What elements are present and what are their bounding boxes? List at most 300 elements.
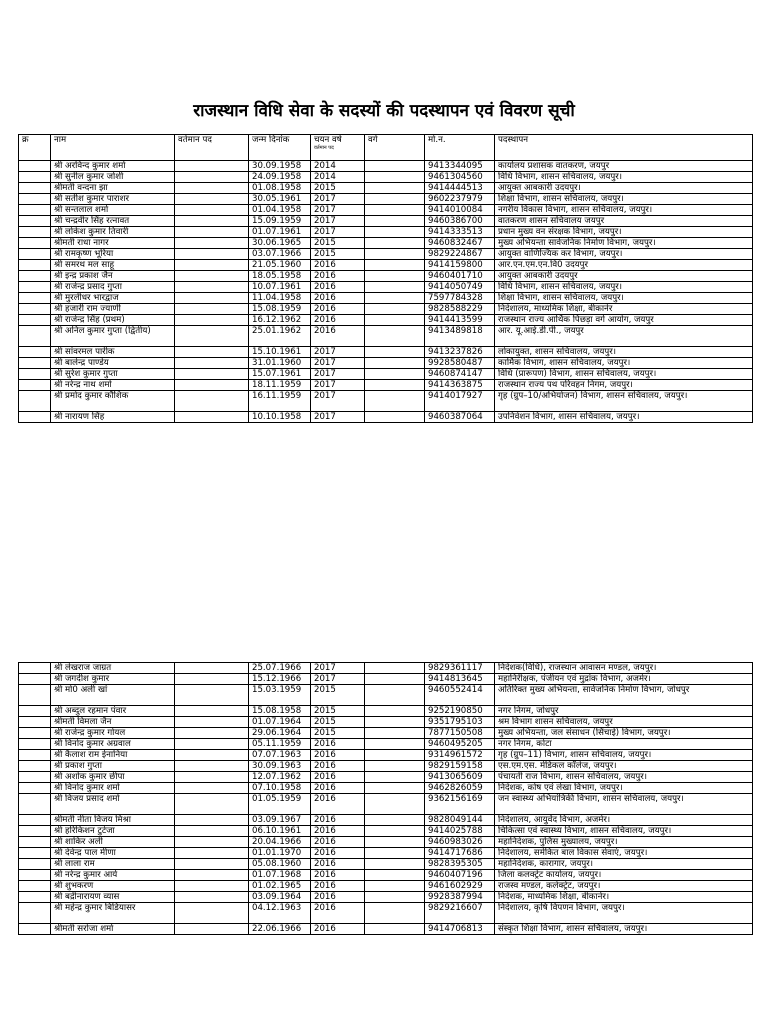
- table-row: [19, 369, 753, 380]
- cell-sno: [19, 412, 51, 423]
- cell-sno: [19, 205, 51, 216]
- cell-selection-year: 2014: [311, 172, 365, 183]
- cell-sno: [19, 826, 51, 837]
- cell-posting: एस.एम.एस. मेडिकल कॉलेज, जयपुर।: [495, 761, 753, 772]
- cell-category: [365, 924, 425, 935]
- cell-mobile: 9829361117: [425, 663, 495, 674]
- cell-mobile: 9460832467: [425, 238, 495, 249]
- table-row: [19, 826, 753, 837]
- cell-dob: 04.12.1963: [249, 903, 311, 924]
- cell-category: [365, 881, 425, 892]
- cell-dob: 05.08.1960: [249, 859, 311, 870]
- cell-selection-year: 2016: [311, 304, 365, 315]
- cell-name: श्री इन्द्र प्रकाश जैन: [51, 271, 175, 282]
- cell-posting: गृह (ग्रुप–10/अभियोजन) विभाग, शासन सचिवालय, जयपुर।: [495, 391, 753, 412]
- cell-category: [365, 761, 425, 772]
- cell-selection-year: 2017: [311, 663, 365, 674]
- cell-dob: 18.05.1958: [249, 271, 311, 282]
- cell-dob: 15.10.1961: [249, 347, 311, 358]
- cell-dob: 25.07.1966: [249, 663, 311, 674]
- cell-posting: आयुक्त आबकारी उदयपुर।: [495, 183, 753, 194]
- cell-category: [365, 172, 425, 183]
- cell-mobile: 9828049144: [425, 815, 495, 826]
- header-name: नाम: [51, 135, 175, 161]
- table-header-row: [19, 135, 753, 161]
- cell-dob: 01.04.1958: [249, 205, 311, 216]
- cell-dob: 01.02.1965: [249, 881, 311, 892]
- cell-sno: [19, 391, 51, 412]
- cell-mobile: 9414010084: [425, 205, 495, 216]
- cell-current-post: [175, 750, 249, 761]
- cell-posting: कार्मिक विभाग, शासन सचिवालय, जयपुर।: [495, 358, 753, 369]
- cell-current-post: [175, 761, 249, 772]
- cell-selection-year: 2015: [311, 717, 365, 728]
- cell-dob: 16.12.1962: [249, 315, 311, 326]
- cell-dob: 30.09.1963: [249, 761, 311, 772]
- cell-dob: 16.11.1959: [249, 391, 311, 412]
- header-posting: पदस्थापन: [495, 135, 753, 161]
- cell-posting: आर. यू.आई.डी.पी., जयपुर: [495, 326, 753, 347]
- cell-selection-year: 2016: [311, 892, 365, 903]
- cell-posting: आयुक्त वाणिज्यिक कर विभाग, जयपुर।: [495, 249, 753, 260]
- cell-dob: 22.06.1966: [249, 924, 311, 935]
- cell-dob: 01.01.1970: [249, 848, 311, 859]
- cell-posting: अतिरिक्त मुख्य अभियन्ता, सार्वजनिक निर्माण विभाग, जोधपुर: [495, 685, 753, 706]
- cell-category: [365, 260, 425, 271]
- cell-posting: निदेशालय, कृषि विपणन विभाग, जयपुर।: [495, 903, 753, 924]
- cell-category: [365, 826, 425, 837]
- cell-posting: जिला कलक्ट्रेट कार्यालय, जयपुर।: [495, 870, 753, 881]
- cell-mobile: 9414025788: [425, 826, 495, 837]
- cell-current-post: [175, 315, 249, 326]
- cell-selection-year: 2016: [311, 859, 365, 870]
- table-row: [19, 282, 753, 293]
- cell-posting: शिक्षा विभाग, शासन सचिवालय, जयपुर।: [495, 293, 753, 304]
- cell-dob: 07.10.1958: [249, 783, 311, 794]
- cell-posting: प्रधान मुख्य वन संरक्षक विभाग, जयपुर।: [495, 227, 753, 238]
- cell-category: [365, 282, 425, 293]
- cell-posting: राजस्व मण्डल, कलेक्ट्रेट, जयपुर।: [495, 881, 753, 892]
- cell-category: [365, 249, 425, 260]
- table-row: [19, 161, 753, 172]
- cell-sno: [19, 706, 51, 717]
- cell-sno: [19, 271, 51, 282]
- table-row: [19, 924, 753, 935]
- cell-category: [365, 892, 425, 903]
- cell-name: श्री हरिकिशन टुटेजा: [51, 826, 175, 837]
- cell-name: श्री शुभकरण: [51, 881, 175, 892]
- cell-selection-year: 2016: [311, 293, 365, 304]
- table-row: [19, 837, 753, 848]
- cell-current-post: [175, 837, 249, 848]
- cell-mobile: 9414333513: [425, 227, 495, 238]
- cell-selection-year: 2017: [311, 380, 365, 391]
- cell-mobile: 9460495205: [425, 739, 495, 750]
- cell-selection-year: 2017: [311, 412, 365, 423]
- cell-sno: [19, 161, 51, 172]
- cell-category: [365, 358, 425, 369]
- cell-current-post: [175, 380, 249, 391]
- cell-selection-year: 2015: [311, 685, 365, 706]
- cell-selection-year: 2016: [311, 783, 365, 794]
- cell-posting: आर.एन.एम.एन.वि0 उदयपुर: [495, 260, 753, 271]
- cell-selection-year: 2016: [311, 739, 365, 750]
- cell-mobile: 9828588229: [425, 304, 495, 315]
- cell-dob: 15.07.1961: [249, 369, 311, 380]
- cell-selection-year: 2016: [311, 903, 365, 924]
- cell-category: [365, 380, 425, 391]
- cell-sno: [19, 172, 51, 183]
- cell-current-post: [175, 859, 249, 870]
- cell-current-post: [175, 881, 249, 892]
- cell-mobile: 9362156169: [425, 794, 495, 815]
- header-mobile: मो.न.: [425, 135, 495, 161]
- table-row: [19, 870, 753, 881]
- cell-name: श्री सतीश कुमार पाराशर: [51, 194, 175, 205]
- cell-current-post: [175, 205, 249, 216]
- cell-dob: 20.04.1966: [249, 837, 311, 848]
- cell-sno: [19, 783, 51, 794]
- cell-category: [365, 304, 425, 315]
- cell-name: श्री अरविन्द कुमार शर्मा: [51, 161, 175, 172]
- cell-selection-year: 2017: [311, 674, 365, 685]
- table-row: [19, 238, 753, 249]
- table-row: [19, 674, 753, 685]
- cell-posting: मुख्य अभियन्ता सार्वजनिक निर्माण विभाग, जयपुर।: [495, 238, 753, 249]
- header-sno: क्र: [19, 135, 51, 161]
- cell-name: श्री देवेन्द्र पाल मीणा: [51, 848, 175, 859]
- cell-mobile: 9460401710: [425, 271, 495, 282]
- cell-selection-year: 2016: [311, 271, 365, 282]
- cell-name: श्री राजेन्द्र प्रसाद गुप्ता: [51, 282, 175, 293]
- cell-selection-year: 2016: [311, 924, 365, 935]
- cell-posting: निदेशालय, समेकित बाल विकास सेवाएं, जयपुर।: [495, 848, 753, 859]
- cell-mobile: 9252190850: [425, 706, 495, 717]
- cell-category: [365, 739, 425, 750]
- cell-category: [365, 815, 425, 826]
- cell-posting: कार्यालय प्रशासक वातकरण, जयपुर: [495, 161, 753, 172]
- cell-dob: 15.03.1959: [249, 685, 311, 706]
- cell-posting: उपनिवेशन विभाग, शासन सचिवालय, जयपुर।: [495, 412, 753, 423]
- cell-current-post: [175, 870, 249, 881]
- officers-table-top: [18, 134, 753, 423]
- cell-mobile: 9314961572: [425, 750, 495, 761]
- cell-dob: 06.10.1961: [249, 826, 311, 837]
- cell-mobile: 9414363875: [425, 380, 495, 391]
- table-row: [19, 380, 753, 391]
- cell-sno: [19, 903, 51, 924]
- cell-mobile: 9460983026: [425, 837, 495, 848]
- cell-current-post: [175, 685, 249, 706]
- cell-current-post: [175, 739, 249, 750]
- cell-dob: 07.07.1963: [249, 750, 311, 761]
- cell-mobile: 9829159158: [425, 761, 495, 772]
- cell-sno: [19, 282, 51, 293]
- table-row: [19, 172, 753, 183]
- cell-posting: श्रम विभाग शासन सचिवालय, जयपुर: [495, 717, 753, 728]
- cell-dob: 15.08.1959: [249, 304, 311, 315]
- cell-category: [365, 183, 425, 194]
- cell-current-post: [175, 358, 249, 369]
- table-row: [19, 717, 753, 728]
- cell-mobile: 9351795103: [425, 717, 495, 728]
- cell-dob: 01.07.1968: [249, 870, 311, 881]
- header-selection-year-label: चयन वर्ष: [314, 135, 342, 145]
- cell-mobile: 7877150508: [425, 728, 495, 739]
- cell-sno: [19, 304, 51, 315]
- cell-category: [365, 227, 425, 238]
- table-row: [19, 815, 753, 826]
- cell-selection-year: 2016: [311, 881, 365, 892]
- cell-category: [365, 794, 425, 815]
- cell-name: श्रीमती वन्दना झा: [51, 183, 175, 194]
- table-row: [19, 772, 753, 783]
- cell-current-post: [175, 391, 249, 412]
- cell-mobile: 9414050749: [425, 282, 495, 293]
- cell-mobile: 9414017927: [425, 391, 495, 412]
- cell-sno: [19, 260, 51, 271]
- cell-current-post: [175, 663, 249, 674]
- cell-name: श्री कैलाश राम ईनानिया: [51, 750, 175, 761]
- cell-current-post: [175, 903, 249, 924]
- cell-sno: [19, 293, 51, 304]
- page-title: राजस्थान विधि सेवा के सदस्यों की पदस्थापन एवं विवरण सूची: [193, 101, 575, 121]
- cell-mobile: 9413237826: [425, 347, 495, 358]
- cell-name: श्री अनिल कुमार गुप्ता (द्वितीय): [51, 326, 175, 347]
- cell-sno: [19, 772, 51, 783]
- cell-name: श्री अब्दुल रहमान पंवार: [51, 706, 175, 717]
- table-row: [19, 271, 753, 282]
- cell-category: [365, 293, 425, 304]
- officers-table-bottom: [18, 662, 753, 935]
- cell-name: श्री प्रकाश गुप्ता: [51, 761, 175, 772]
- table-row: [19, 859, 753, 870]
- cell-dob: 01.07.1961: [249, 227, 311, 238]
- cell-posting: विधि विभाग, शासन सचिवालय, जयपुर।: [495, 172, 753, 183]
- cell-posting: नगर निगम, जोधपुर: [495, 706, 753, 717]
- cell-dob: 15.12.1966: [249, 674, 311, 685]
- cell-dob: 03.09.1967: [249, 815, 311, 826]
- cell-dob: 03.09.1964: [249, 892, 311, 903]
- cell-sno: [19, 794, 51, 815]
- cell-current-post: [175, 412, 249, 423]
- cell-current-post: [175, 783, 249, 794]
- cell-dob: 11.04.1958: [249, 293, 311, 304]
- cell-current-post: [175, 282, 249, 293]
- cell-category: [365, 685, 425, 706]
- cell-posting: महानिदेशक, पुलिस मुख्यालय, जयपुर।: [495, 837, 753, 848]
- header-selection-year: [311, 135, 365, 161]
- cell-category: [365, 674, 425, 685]
- cell-selection-year: 2016: [311, 326, 365, 347]
- cell-mobile: 9602237979: [425, 194, 495, 205]
- cell-category: [365, 728, 425, 739]
- cell-selection-year: 2017: [311, 216, 365, 227]
- table-row: [19, 783, 753, 794]
- cell-current-post: [175, 216, 249, 227]
- cell-mobile: 9414413599: [425, 315, 495, 326]
- cell-name: श्री विजय प्रसाद शर्मा: [51, 794, 175, 815]
- cell-mobile: 9928580487: [425, 358, 495, 369]
- cell-name: श्री सांवरमल पारीक: [51, 347, 175, 358]
- table-row: [19, 685, 753, 706]
- cell-sno: [19, 358, 51, 369]
- table-row: [19, 326, 753, 347]
- cell-current-post: [175, 293, 249, 304]
- cell-category: [365, 870, 425, 881]
- cell-mobile: 9414159800: [425, 260, 495, 271]
- cell-dob: 01.05.1959: [249, 794, 311, 815]
- cell-sno: [19, 674, 51, 685]
- table-row: [19, 739, 753, 750]
- cell-category: [365, 903, 425, 924]
- cell-selection-year: 2016: [311, 761, 365, 772]
- cell-dob: 10.10.1958: [249, 412, 311, 423]
- header-dob: जन्म दिनांक: [249, 135, 311, 161]
- cell-category: [365, 161, 425, 172]
- cell-posting: लोकायुक्त, शासन सचिवालय, जयपुर।: [495, 347, 753, 358]
- cell-selection-year: 2016: [311, 826, 365, 837]
- cell-selection-year: 2016: [311, 750, 365, 761]
- cell-name: श्री शाकिर अली: [51, 837, 175, 848]
- cell-sno: [19, 380, 51, 391]
- cell-current-post: [175, 172, 249, 183]
- cell-sno: [19, 717, 51, 728]
- cell-selection-year: 2016: [311, 315, 365, 326]
- cell-selection-year: 2016: [311, 794, 365, 815]
- table-row: [19, 227, 753, 238]
- cell-dob: 05.11.1959: [249, 739, 311, 750]
- cell-category: [365, 391, 425, 412]
- cell-posting: चिकित्सा एवं स्वास्थ्य विभाग, शासन सचिवालय, जयपुर।: [495, 826, 753, 837]
- cell-name: श्री राजेन्द्र सिंह (प्रथम): [51, 315, 175, 326]
- cell-category: [365, 750, 425, 761]
- cell-sno: [19, 685, 51, 706]
- cell-name: श्री लेखराज जाग्रत: [51, 663, 175, 674]
- cell-mobile: 9462826059: [425, 783, 495, 794]
- cell-selection-year: 2016: [311, 870, 365, 881]
- header-category: वर्ग: [365, 135, 425, 161]
- cell-name: श्रीमती राधा नागर: [51, 238, 175, 249]
- cell-selection-year: 2016: [311, 848, 365, 859]
- table-row: [19, 205, 753, 216]
- cell-dob: 31.01.1960: [249, 358, 311, 369]
- cell-posting: आयुक्त आबकारी उदयपुर: [495, 271, 753, 282]
- table-row: [19, 249, 753, 260]
- table-row: [19, 848, 753, 859]
- cell-mobile: 9460387064: [425, 412, 495, 423]
- cell-mobile: 9928387994: [425, 892, 495, 903]
- cell-sno: [19, 249, 51, 260]
- cell-selection-year: 2015: [311, 249, 365, 260]
- cell-current-post: [175, 706, 249, 717]
- cell-name: श्री हजारी राम ज्याणी: [51, 304, 175, 315]
- table-row: [19, 293, 753, 304]
- table-row: [19, 347, 753, 358]
- cell-category: [365, 369, 425, 380]
- cell-current-post: [175, 772, 249, 783]
- cell-current-post: [175, 260, 249, 271]
- cell-category: [365, 347, 425, 358]
- cell-dob: 25.01.1962: [249, 326, 311, 347]
- cell-selection-year: 2015: [311, 183, 365, 194]
- cell-posting: शिक्षा विभाग, शासन सचिवालय, जयपुर।: [495, 194, 753, 205]
- cell-posting: महानिरीक्षक, पंजीयन एवं मुद्रांक विभाग, अजमेर।: [495, 674, 753, 685]
- cell-posting: मुख्य अभियन्ता, जल संसाधन (सिंचाई) विभाग, जयपुर।: [495, 728, 753, 739]
- cell-category: [365, 238, 425, 249]
- cell-name: श्रीमती विमला जैन: [51, 717, 175, 728]
- cell-sno: [19, 848, 51, 859]
- cell-posting: निदेशक, माध्यमिक शिक्षा, बीकानेर।: [495, 892, 753, 903]
- cell-name: श्री मुरलीधर भारद्वाज: [51, 293, 175, 304]
- cell-selection-year: 2017: [311, 391, 365, 412]
- cell-sno: [19, 227, 51, 238]
- cell-category: [365, 194, 425, 205]
- table-row: [19, 761, 753, 772]
- cell-posting: गृह (ग्रुप–11) विभाग, शासन सचिवालय, जयपुर।: [495, 750, 753, 761]
- cell-sno: [19, 663, 51, 674]
- cell-category: [365, 315, 425, 326]
- cell-name: श्री विनोद कुमार अग्रवाल: [51, 739, 175, 750]
- cell-posting: वातकरण शासन सचिवालय जयपुर: [495, 216, 753, 227]
- cell-posting: निदेशालय, आयुर्वेद विभाग, अजमेर।: [495, 815, 753, 826]
- cell-name: श्री विनोद कुमार शर्मा: [51, 783, 175, 794]
- cell-sno: [19, 924, 51, 935]
- cell-sno: [19, 238, 51, 249]
- cell-posting: संस्कृत शिक्षा विभाग, शासन सचिवालय, जयपुर।: [495, 924, 753, 935]
- cell-selection-year: 2016: [311, 772, 365, 783]
- cell-sno: [19, 892, 51, 903]
- cell-mobile: 9414444513: [425, 183, 495, 194]
- cell-category: [365, 706, 425, 717]
- cell-posting: नगरीय विकास विभाग, शासन सचिवालय, जयपुर।: [495, 205, 753, 216]
- cell-posting: राजस्थान राज्य पथ परिवहन निगम, जयपुर।: [495, 380, 753, 391]
- cell-name: श्री चन्द्रवीर सिंह रत्नावत: [51, 216, 175, 227]
- cell-current-post: [175, 848, 249, 859]
- cell-category: [365, 271, 425, 282]
- cell-dob: 21.05.1960: [249, 260, 311, 271]
- cell-mobile: 9461602929: [425, 881, 495, 892]
- cell-current-post: [175, 304, 249, 315]
- cell-sno: [19, 728, 51, 739]
- cell-category: [365, 412, 425, 423]
- cell-current-post: [175, 369, 249, 380]
- cell-category: [365, 859, 425, 870]
- cell-posting: विधि (प्रारूपण) विभाग, शासन सचिवालय, जयपुर।: [495, 369, 753, 380]
- cell-current-post: [175, 924, 249, 935]
- cell-name: श्री नरेन्द्र नाथ शर्मा: [51, 380, 175, 391]
- cell-mobile: 9460552414: [425, 685, 495, 706]
- cell-current-post: [175, 183, 249, 194]
- cell-name: श्री राजेन्द्र कुमार गोयल: [51, 728, 175, 739]
- cell-current-post: [175, 892, 249, 903]
- cell-category: [365, 848, 425, 859]
- cell-dob: 01.08.1958: [249, 183, 311, 194]
- cell-current-post: [175, 161, 249, 172]
- cell-selection-year: 2015: [311, 706, 365, 717]
- cell-sno: [19, 815, 51, 826]
- table-row: [19, 903, 753, 924]
- header-selection-year-sub: वर्तमान पद: [314, 145, 334, 151]
- cell-mobile: 7597784328: [425, 293, 495, 304]
- cell-selection-year: 2017: [311, 358, 365, 369]
- cell-selection-year: 2017: [311, 227, 365, 238]
- header-current-post: वर्तमान पद: [175, 135, 249, 161]
- cell-dob: 30.06.1965: [249, 238, 311, 249]
- cell-dob: 15.09.1959: [249, 216, 311, 227]
- cell-mobile: 9414706813: [425, 924, 495, 935]
- cell-selection-year: 2016: [311, 815, 365, 826]
